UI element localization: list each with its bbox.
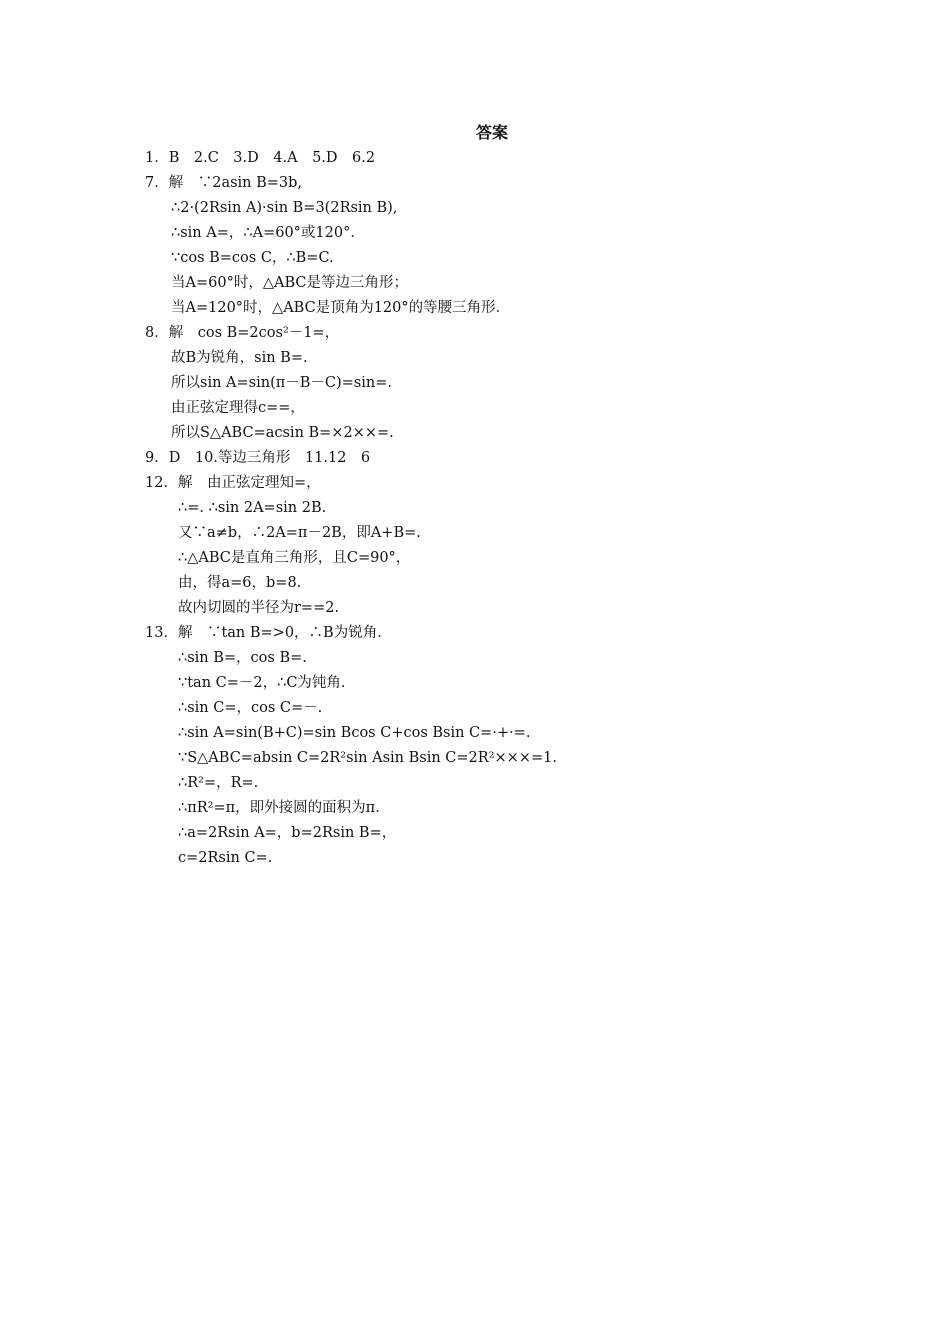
answer-line-12-header: 12．解 由正弦定理知=， [145,475,321,491]
answer-line-12-step3: ∴△ABC是直角三角形，且C=90°， [178,550,411,566]
answer-line-12-step4: 由，得a=6，b=8. [178,575,302,591]
answer-line-13-step8: ∴a=2Rsin A=，b=2Rsin B=， [178,825,397,841]
answer-line-1-6: 1．B 2.C 3.D 4.A 5.D 6.2 [145,150,376,166]
answer-line-13-step5: ∵S△ABC=absin C=2R²sin Asin Bsin C=2R²×××=1. [178,750,557,766]
answer-line-13-step7: ∴πR²=π，即外接圆的面积为π． [178,800,390,816]
answer-line-8-step2: 所以sin A=sin(π－B－C)=sin=. [171,375,392,391]
answer-line-8-step3: 由正弦定理得c==， [171,400,305,416]
answer-line-7-step3: ∵cos B=cos C，∴B=C. [171,250,334,266]
answer-line-7-step2: ∴sin A=，∴A=60°或120°． [171,225,365,241]
answer-line-9-11: 9．D 10.等边三角形 11.12 6 [145,450,371,466]
answer-line-7-step5: 当A=120°时，△ABC是顶角为120°的等腰三角形． [171,300,511,316]
answer-line-8-step1: 故B为锐角，sin B=. [171,350,308,366]
answer-line-13-header: 13．解 ∵tan B=>0，∴B为锐角． [145,625,392,641]
answer-line-7-header: 7．解 ∵2asin B=3b, [145,175,303,191]
page-title: 答案 [475,123,508,142]
answer-line-12-step2: 又∵a≠b，∴2A=π－2B，即A+B=. [178,525,421,541]
answer-line-13-step6: ∴R²=，R=. [178,775,259,791]
answer-line-13-step3: ∴sin C=，cos C=－. [178,700,323,716]
answer-line-13-step9: c=2Rsin C=. [178,850,273,866]
answer-line-7-step1: ∴2·(2Rsin A)·sin B=3(2Rsin B), [171,200,398,216]
answer-line-8-step4: 所以S△ABC=acsin B=×2××=. [171,425,394,441]
answer-line-13-step2: ∵tan C=－2，∴C为钝角． [178,675,356,691]
answer-line-13-step1: ∴sin B=，cos B=. [178,650,307,666]
answer-line-7-step4: 当A=60°时，△ABC是等边三角形； [171,275,408,291]
answer-line-12-step1: ∴=. ∴sin 2A=sin 2B. [178,500,327,516]
answer-line-8-header: 8．解 cos B=2cos²－1=， [145,325,340,341]
answer-line-12-step5: 故内切圆的半径为r==2. [178,600,340,616]
answer-line-13-step4: ∴sin A=sin(B+C)=sin Bcos C+cos Bsin C=·+·=. [178,725,531,741]
